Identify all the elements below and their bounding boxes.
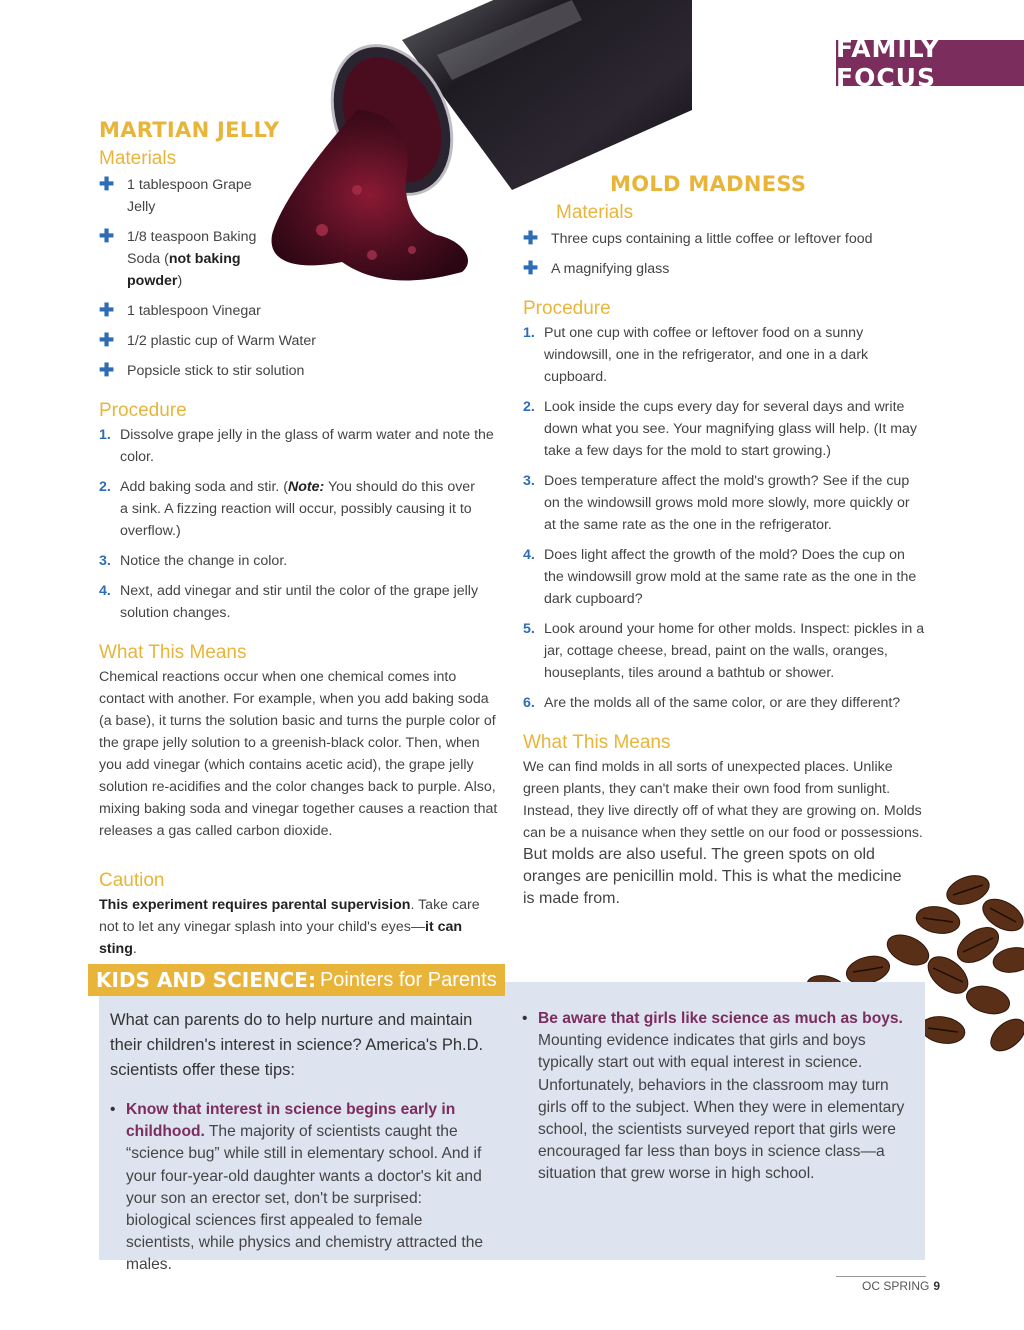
kids-science-box — [99, 982, 925, 1274]
plus-icon: ✚ — [99, 330, 115, 350]
list-item: ✚ A magnifying glass — [523, 258, 670, 278]
martian-procedure-list — [99, 424, 499, 624]
mold-title: MOLD MADNESS — [610, 172, 807, 196]
martian-means-text: Chemical reactions occur when one chemical comes into contact with another. For example, when you add baking soda (a base), it turns the solution basic and turns the purple color of the grape jelly solution to a greenish-black color. Then, when you add vinegar (which contains acetic acid), the grape jelly solution re-acidifies and the color changes back to purple. Also, mixing baking soda and vinegar together causes a reaction that releases a gas called carbon dioxide. — [99, 669, 498, 839]
list-item: 3. Does temperature affect the mold's growth? See if the cup on the windowsill grows mold more slowly, more quickly or at the same rate as the one in the refrigerator. — [523, 473, 910, 533]
martian-materials-list — [99, 174, 316, 382]
list-item: ✚ Popsicle stick to stir solution — [99, 360, 305, 380]
page-footer — [862, 1279, 940, 1293]
kids-science-heading: KIDS AND SCIENCE: Pointers for Parents — [88, 964, 505, 996]
list-item: 3. Notice the change in color. — [99, 553, 288, 569]
plus-icon: ✚ — [523, 228, 539, 248]
list-item: 1. Put one cup with coffee or leftover food on a sunny windowsill, one in the refrigerator, and one in a dark cupboard. — [523, 325, 869, 385]
plus-icon: ✚ — [99, 226, 115, 246]
list-item: 2. Look inside the cups every day for several days and write down what you see. Your magnifying glass will help. (It may take a few days for the mold to start growing.) — [523, 399, 918, 459]
martian-materials-heading: Materials — [99, 148, 177, 169]
page-number: 9 — [933, 1279, 941, 1293]
list-item: ✚ 1 tablespoon Vinegar — [99, 300, 261, 320]
list-item: 6. Are the molds all of the same color, or are they different? — [523, 695, 901, 711]
tip-early-interest: • Know that interest in science begins early in childhood. The majority of scientists caught the “science bug” while still in elementary school. And if your four-year-old daughter wants a doctor's kit and your son an erector set, don't be surprised: biological sciences first appealed to female scientists, while physics and chemistry attracted the males. — [110, 1101, 484, 1274]
section-banner: FAMILY FOCUS — [836, 40, 1024, 86]
caution-heading: Caution — [99, 870, 165, 891]
list-item: ✚ 1/8 teaspoon Baking Soda (not baking powder) — [99, 226, 257, 289]
plus-icon: ✚ — [99, 300, 115, 320]
list-item: 4. Next, add vinegar and stir until the color of the grape jelly solution changes. — [99, 583, 479, 621]
list-item: 1. Dissolve grape jelly in the glass of warm water and note the color. — [99, 427, 494, 465]
list-item: 2. Add baking soda and stir. (Note: You should do this over a sink. A fizzing reaction will occur, possibly causing it to overflow.) — [99, 479, 475, 539]
plus-icon: ✚ — [99, 360, 115, 380]
martian-jelly-section — [99, 118, 499, 960]
martian-procedure-heading: Procedure — [99, 400, 187, 421]
list-item: 4. Does light affect the growth of the mold? Does the cup on the windowsill grow mold at the same rate as the one in the dark cupboard? — [523, 547, 917, 607]
list-item: ✚ 1/2 plastic cup of Warm Water — [99, 330, 316, 350]
tip-girls-science: • Be aware that girls like science as much as boys. Mounting evidence indicates that girls and boys typically start out with equal interest in science. Unfortunately, behaviors in the classroom may turn girls off to the subject. When they were in elementary school, the scientists surveyed report that girls were encouraged far less than boys in science class—a situation that grew worse in high school. — [522, 1010, 905, 1183]
plus-icon: ✚ — [99, 174, 115, 194]
mold-means-text-2: But molds are also useful. The green spots on old oranges are penicillin mold. This is what the medicine is made from. — [523, 846, 902, 907]
mold-materials-list — [523, 228, 925, 280]
mold-madness-section — [523, 172, 925, 910]
kids-intro: What can parents do to help nurture and maintain their children's interest in science? America's Ph.D. scientists offer these tips: — [110, 1011, 484, 1079]
list-item: ✚ 1 tablespoon Grape Jelly — [99, 174, 252, 215]
list-item: 5. Look around your home for other molds. Inspect: pickles in a jar, cottage cheese, bread, paint on the walls, oranges, houseplants, tiles around a bathtub or shower. — [523, 621, 925, 681]
list-item: ✚ Three cups containing a little coffee or leftover food — [523, 228, 873, 248]
footer-rule — [836, 1276, 926, 1277]
martian-title: MARTIAN JELLY — [99, 118, 280, 142]
footer-label: OC SPRING — [862, 1279, 930, 1293]
mold-procedure-heading: Procedure — [523, 298, 611, 319]
mold-means-heading: What This Means — [523, 732, 671, 753]
mold-procedure-list — [523, 322, 925, 714]
plus-icon: ✚ — [523, 258, 539, 278]
mold-materials-heading: Materials — [556, 202, 634, 223]
martian-means-heading: What This Means — [99, 642, 247, 663]
mold-means-text: We can find molds in all sorts of unexpected places. Unlike green plants, they can't make their own food from sunlight. Instead, they live directly off of what they are growing on. Molds can be a nuisance when they settle on our food or possessions. — [523, 759, 923, 841]
caution-text: This experiment requires parental supervision. Take care not to let any vinegar splash into your child's eyes—it can sting. — [99, 897, 480, 957]
